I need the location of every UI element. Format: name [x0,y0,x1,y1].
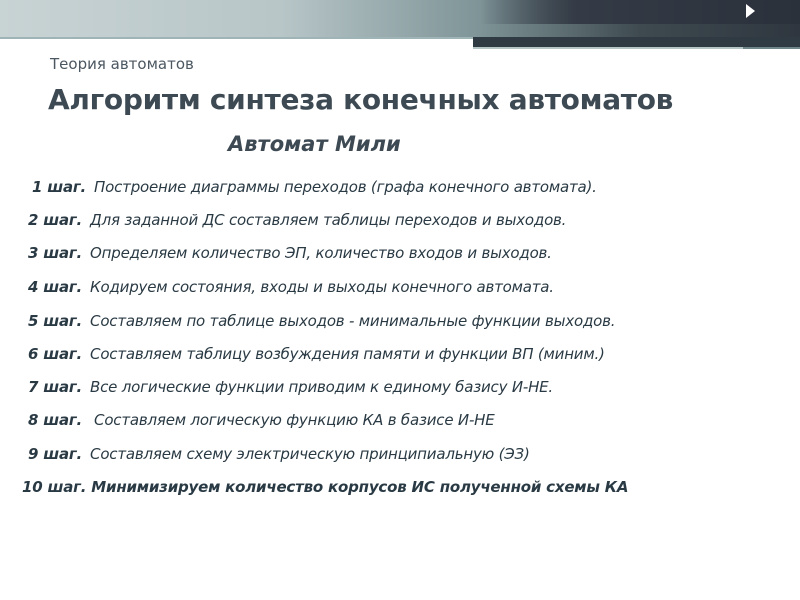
step-number: 2 шаг. [28,211,83,229]
step-item [28,211,566,229]
step-text: Построение диаграммы переходов (графа конечного автомата). [94,178,597,196]
step-item [28,278,554,296]
slide-title: Алгоритм синтеза конечных автоматов [48,83,674,116]
step-text: Для заданной ДС составляем таблицы переходов и выходов. [90,211,567,229]
step-number: 5 шаг. [28,312,83,330]
step-number: 10 шаг. [22,478,87,496]
step-item [28,378,553,396]
step-text: Составляем таблицу возбуждения памяти и функции ВП (миним.) [90,345,605,363]
step-number: 4 шаг. [28,278,83,296]
section-heading: Автомат Мили [228,132,401,156]
step-item [22,478,628,496]
step-item [32,178,597,196]
step-number: 3 шаг. [28,244,83,262]
step-item [28,244,552,262]
step-number: 8 шаг. [28,411,83,429]
step-text: Минимизируем количество корпусов ИС полученной схемы КА [91,478,629,496]
step-text: Составляем схему электрическую принципиальную (ЭЗ) [90,445,530,463]
slide-subtitle: Теория автоматов [50,55,194,73]
step-text: Составляем по таблице выходов - минимальные функции выходов. [90,312,616,330]
step-text: Определяем количество ЭП, количество входов и выходов. [90,244,552,262]
step-text: Все логические функции приводим к единому базису И-НЕ. [90,378,553,396]
step-item [28,345,605,363]
step-item [28,411,495,429]
step-text: Кодируем состояния, входы и выходы конечного автомата. [90,278,554,296]
step-item [28,445,530,463]
step-number: 9 шаг. [28,445,83,463]
step-number: 7 шаг. [28,378,83,396]
step-number: 1 шаг. [32,178,87,196]
step-text: Составляем логическую функцию КА в базисе И-НЕ [94,411,495,429]
step-number: 6 шаг. [28,345,83,363]
step-item [28,312,615,330]
